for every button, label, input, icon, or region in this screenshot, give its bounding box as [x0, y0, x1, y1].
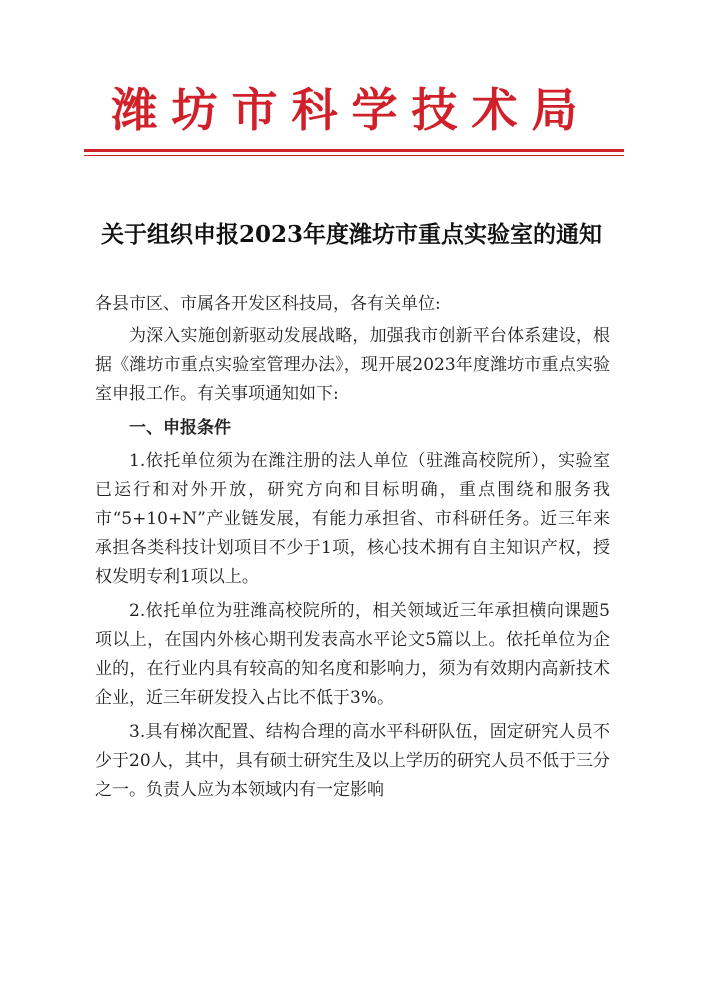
org-letterhead-title: 潍坊市科学技术局: [111, 83, 592, 137]
document-title: 关于组织申报2023年度潍坊市重点实验室的通知: [100, 221, 602, 248]
section-heading: 一、申报条件: [129, 418, 231, 438]
salutation: 各县市区、市属各开发区科技局，各有关单位:: [95, 294, 441, 314]
document-body: [95, 290, 610, 810]
intro-paragraph: 为深入实施创新驱动发展战略，加强我市创新平台体系建设，根据《潍坊市重点实验室管理办法》，现开展2023年度潍坊市重点实验室申报工作。有关事项通知如下:: [95, 326, 610, 404]
condition-item-2: 2.依托单位为驻潍高校院所的，相关领域近三年承担横向课题5项以上，在国内外核心期刊发表高水平论文5篇以上。依托单位为企业的，在行业内具有较高的知名度和影响力，须为有效期内高新技术企业，近三年研发投入占比不低于3%。: [95, 601, 610, 708]
letterhead-rule-thick: [84, 149, 624, 152]
condition-item-3: 3.具有梯次配置、结构合理的高水平科研队伍，固定研究人员不少于20人，其中，具有硕士研究生及以上学历的研究人员不低于三分之一。负责人应为本领域内有一定影响: [95, 722, 610, 800]
condition-item-1: 1.依托单位须为在潍注册的法人单位（驻潍高校院所），实验室已运行和对外开放，研究方向和目标明确，重点围绕和服务我市“5+10+N”产业链发展，有能力承担省、市科研任务。近三年来承担各类科技计划项目不少于1项，核心技术拥有自主知识产权，授权发明专利1项以上。: [95, 451, 610, 587]
letterhead-rule-thin: [84, 155, 624, 156]
